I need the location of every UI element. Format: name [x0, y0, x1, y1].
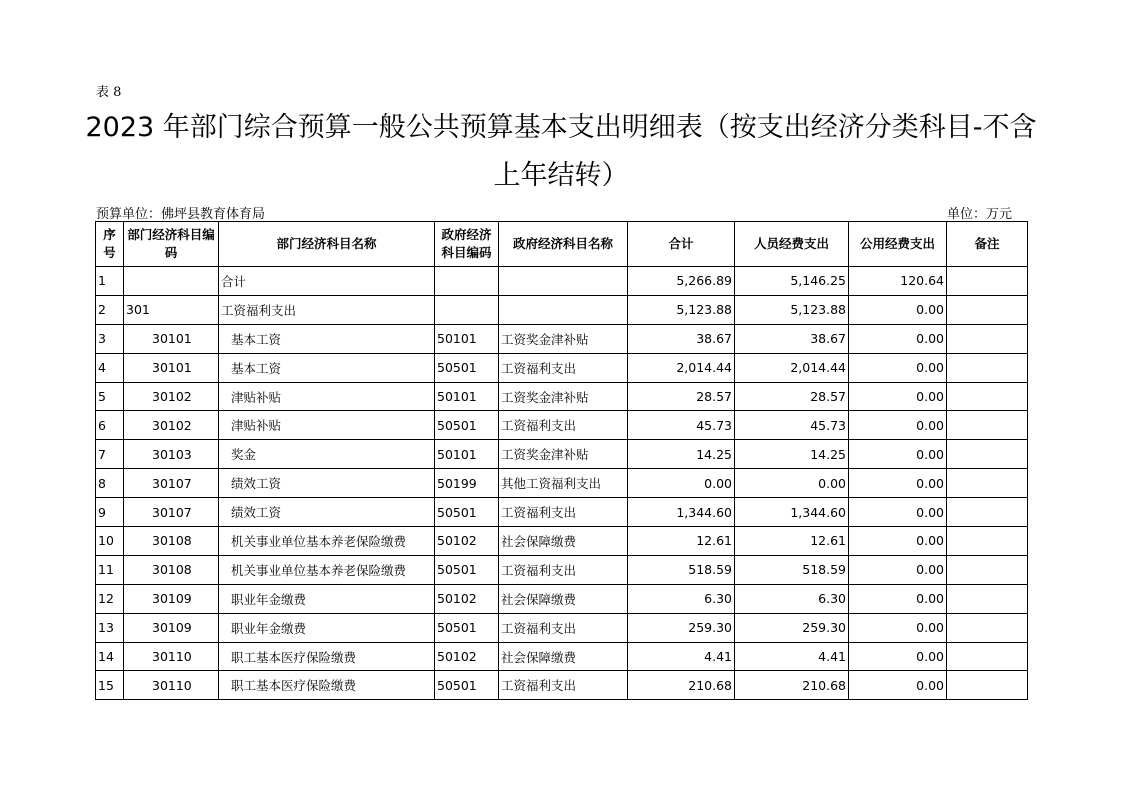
cell-dept-name: 职业年金缴费: [219, 613, 435, 642]
cell-gov-code: 50501: [435, 411, 499, 440]
cell-total: 38.67: [628, 324, 735, 353]
cell-public: 0.00: [849, 324, 947, 353]
cell-dept-code: 30103: [124, 440, 219, 469]
cell-dept-code: 30108: [124, 555, 219, 584]
cell-dept-code: 30102: [124, 382, 219, 411]
cell-dept-name: 职业年金缴费: [219, 584, 435, 613]
cell-seq: 2: [96, 295, 124, 324]
cell-total: 259.30: [628, 613, 735, 642]
cell-remark: [947, 584, 1028, 613]
cell-remark: [947, 613, 1028, 642]
cell-seq: 14: [96, 642, 124, 671]
cell-personnel: 0.00: [735, 469, 849, 498]
cell-public: 0.00: [849, 469, 947, 498]
cell-total: 5,123.88: [628, 295, 735, 324]
cell-remark: [947, 411, 1028, 440]
cell-dept-code: 30108: [124, 527, 219, 556]
cell-personnel: 6.30: [735, 584, 849, 613]
cell-gov-name: 工资福利支出: [499, 411, 628, 440]
cell-dept-code: 30102: [124, 411, 219, 440]
cell-gov-name: 工资福利支出: [499, 555, 628, 584]
header-public: 公用经费支出: [849, 222, 947, 267]
table-row: [96, 671, 1028, 700]
cell-total: 45.73: [628, 411, 735, 440]
cell-total: 6.30: [628, 584, 735, 613]
cell-gov-code: 50501: [435, 555, 499, 584]
cell-total: 28.57: [628, 382, 735, 411]
cell-dept-name: 奖金: [219, 440, 435, 469]
cell-personnel: 518.59: [735, 555, 849, 584]
cell-gov-code: 50102: [435, 584, 499, 613]
cell-total: 14.25: [628, 440, 735, 469]
cell-dept-name: 津贴补贴: [219, 411, 435, 440]
currency-unit-label: 单位：万元: [946, 207, 1012, 222]
cell-dept-code: 30107: [124, 498, 219, 527]
cell-seq: 9: [96, 498, 124, 527]
cell-seq: 12: [96, 584, 124, 613]
header-gov-name: 政府经济科目名称: [499, 222, 628, 267]
header-seq: 序号: [96, 222, 124, 267]
cell-total: 1,344.60: [628, 498, 735, 527]
table-row: [96, 411, 1028, 440]
cell-personnel: 5,146.25: [735, 267, 849, 296]
cell-remark: [947, 555, 1028, 584]
cell-personnel: 38.67: [735, 324, 849, 353]
cell-seq: 15: [96, 671, 124, 700]
cell-seq: 3: [96, 324, 124, 353]
header-dept-code: 部门经济科目编码: [124, 222, 219, 267]
cell-seq: 11: [96, 555, 124, 584]
cell-dept-code: 30110: [124, 671, 219, 700]
cell-gov-name: [499, 267, 628, 296]
cell-total: 2,014.44: [628, 353, 735, 382]
cell-dept-code: 30109: [124, 613, 219, 642]
cell-dept-name: 工资福利支出: [219, 295, 435, 324]
cell-public: 0.00: [849, 671, 947, 700]
table-row: [96, 324, 1028, 353]
cell-public: 0.00: [849, 613, 947, 642]
cell-public: 0.00: [849, 295, 947, 324]
cell-personnel: 5,123.88: [735, 295, 849, 324]
header-total: 合计: [628, 222, 735, 267]
cell-remark: [947, 671, 1028, 700]
cell-public: 120.64: [849, 267, 947, 296]
cell-dept-name: 津贴补贴: [219, 382, 435, 411]
cell-remark: [947, 527, 1028, 556]
cell-gov-code: 50199: [435, 469, 499, 498]
cell-gov-code: 50102: [435, 527, 499, 556]
cell-seq: 8: [96, 469, 124, 498]
cell-dept-name: 基本工资: [219, 324, 435, 353]
cell-seq: 6: [96, 411, 124, 440]
cell-seq: 1: [96, 267, 124, 296]
table-row: [96, 267, 1028, 296]
cell-dept-code: 30101: [124, 353, 219, 382]
cell-gov-code: [435, 267, 499, 296]
page-title: 2023 年部门综合预算一般公共预算基本支出明细表（按支出经济分类科目-不含上年结转）: [85, 112, 1037, 191]
cell-personnel: 4.41: [735, 642, 849, 671]
cell-public: 0.00: [849, 498, 947, 527]
cell-gov-code: 50101: [435, 382, 499, 411]
header-remark: 备注: [947, 222, 1028, 267]
cell-gov-name: [499, 295, 628, 324]
cell-remark: [947, 498, 1028, 527]
table-row: [96, 498, 1028, 527]
cell-dept-name: 职工基本医疗保险缴费: [219, 642, 435, 671]
cell-gov-name: 工资奖金津补贴: [499, 382, 628, 411]
cell-dept-code: 30101: [124, 324, 219, 353]
cell-personnel: 45.73: [735, 411, 849, 440]
cell-personnel: 210.68: [735, 671, 849, 700]
cell-remark: [947, 469, 1028, 498]
cell-total: 12.61: [628, 527, 735, 556]
cell-personnel: 1,344.60: [735, 498, 849, 527]
cell-gov-code: 50501: [435, 613, 499, 642]
cell-total: 0.00: [628, 469, 735, 498]
cell-dept-code: 301: [124, 295, 219, 324]
cell-gov-name: 工资奖金津补贴: [499, 440, 628, 469]
cell-public: 0.00: [849, 642, 947, 671]
cell-personnel: 259.30: [735, 613, 849, 642]
cell-gov-name: 其他工资福利支出: [499, 469, 628, 498]
cell-dept-code: 30110: [124, 642, 219, 671]
cell-dept-name: 机关事业单位基本养老保险缴费: [219, 555, 435, 584]
cell-remark: [947, 382, 1028, 411]
cell-gov-code: 50101: [435, 440, 499, 469]
cell-gov-code: 50501: [435, 353, 499, 382]
cell-dept-name: 绩效工资: [219, 498, 435, 527]
cell-dept-code: 30107: [124, 469, 219, 498]
cell-public: 0.00: [849, 382, 947, 411]
table-row: [96, 469, 1028, 498]
cell-total: 518.59: [628, 555, 735, 584]
cell-gov-code: 50501: [435, 498, 499, 527]
cell-dept-code: 30109: [124, 584, 219, 613]
cell-remark: [947, 324, 1028, 353]
budget-unit-label: 预算单位：佛坪县教育体育局: [96, 207, 266, 222]
cell-dept-name: 绩效工资: [219, 469, 435, 498]
cell-dept-name: 基本工资: [219, 353, 435, 382]
cell-gov-name: 社会保障缴费: [499, 527, 628, 556]
cell-gov-code: 50501: [435, 671, 499, 700]
cell-dept-code: [124, 267, 219, 296]
cell-public: 0.00: [849, 353, 947, 382]
table-row: [96, 527, 1028, 556]
cell-gov-name: 社会保障缴费: [499, 584, 628, 613]
cell-seq: 7: [96, 440, 124, 469]
cell-personnel: 14.25: [735, 440, 849, 469]
cell-total: 5,266.89: [628, 267, 735, 296]
cell-public: 0.00: [849, 555, 947, 584]
cell-gov-code: [435, 295, 499, 324]
header-gov-code: 政府经济科目编码: [435, 222, 499, 267]
table-row: [96, 295, 1028, 324]
cell-gov-name: 社会保障缴费: [499, 642, 628, 671]
cell-remark: [947, 267, 1028, 296]
cell-seq: 10: [96, 527, 124, 556]
table-row: [96, 440, 1028, 469]
cell-dept-name: 职工基本医疗保险缴费: [219, 671, 435, 700]
cell-remark: [947, 353, 1028, 382]
cell-personnel: 12.61: [735, 527, 849, 556]
cell-seq: 5: [96, 382, 124, 411]
cell-gov-name: 工资福利支出: [499, 353, 628, 382]
table-row: [96, 353, 1028, 382]
budget-detail-table: [95, 221, 1028, 700]
header-dept-name: 部门经济科目名称: [219, 222, 435, 267]
table-number-label: 表 8: [96, 85, 122, 100]
cell-remark: [947, 642, 1028, 671]
cell-gov-name: 工资福利支出: [499, 671, 628, 700]
cell-gov-name: 工资福利支出: [499, 613, 628, 642]
cell-public: 0.00: [849, 440, 947, 469]
header-personnel: 人员经费支出: [735, 222, 849, 267]
cell-dept-name: 机关事业单位基本养老保险缴费: [219, 527, 435, 556]
cell-seq: 13: [96, 613, 124, 642]
cell-remark: [947, 295, 1028, 324]
table-header-row: [96, 222, 1028, 267]
cell-gov-name: 工资奖金津补贴: [499, 324, 628, 353]
table-row: [96, 613, 1028, 642]
cell-remark: [947, 440, 1028, 469]
cell-gov-code: 50102: [435, 642, 499, 671]
cell-dept-name: 合计: [219, 267, 435, 296]
table-row: [96, 584, 1028, 613]
table-row: [96, 382, 1028, 411]
cell-total: 4.41: [628, 642, 735, 671]
table-row: [96, 555, 1028, 584]
cell-public: 0.00: [849, 411, 947, 440]
cell-gov-name: 工资福利支出: [499, 498, 628, 527]
cell-personnel: 2,014.44: [735, 353, 849, 382]
cell-public: 0.00: [849, 584, 947, 613]
cell-gov-code: 50101: [435, 324, 499, 353]
cell-public: 0.00: [849, 527, 947, 556]
cell-personnel: 28.57: [735, 382, 849, 411]
table-row: [96, 642, 1028, 671]
cell-total: 210.68: [628, 671, 735, 700]
cell-seq: 4: [96, 353, 124, 382]
